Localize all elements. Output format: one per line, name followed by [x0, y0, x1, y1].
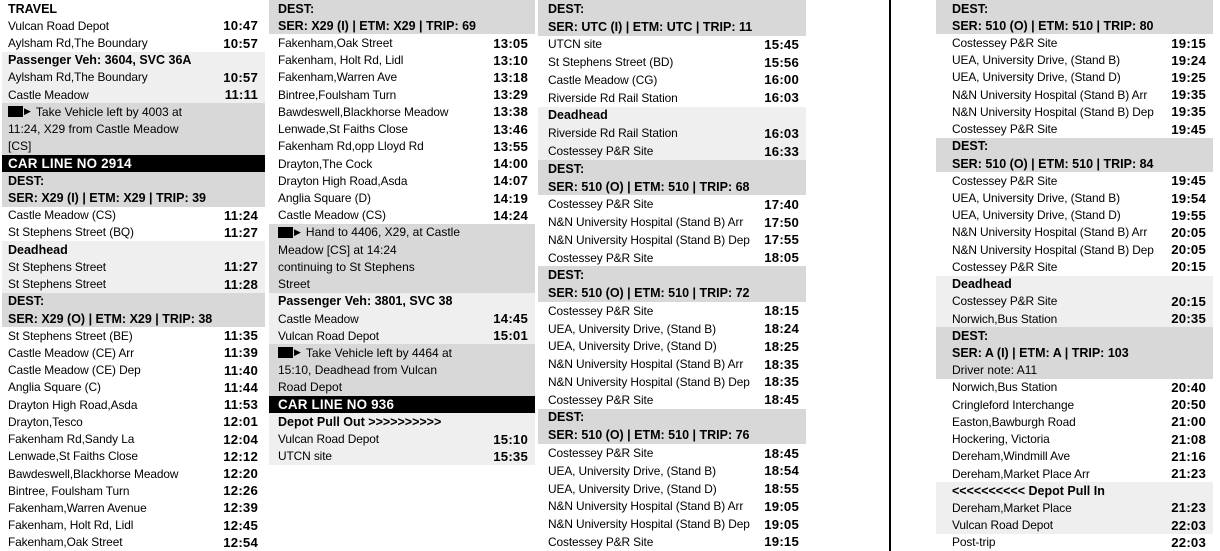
stop-row — [936, 52, 1213, 69]
stop-time: 19:54 — [1171, 190, 1206, 206]
stop-time: 17:40 — [764, 196, 799, 212]
stop-row — [936, 34, 1213, 51]
stop-time: 17:50 — [764, 214, 799, 230]
stop-row — [538, 231, 806, 249]
stop-time: 20:15 — [1171, 293, 1206, 309]
stop-time: 18:24 — [764, 321, 799, 337]
stop-row — [269, 52, 535, 69]
section-header: DEST: — [269, 0, 535, 17]
stop-time: 15:45 — [764, 36, 799, 52]
stop-row — [538, 320, 806, 338]
stop-name: Costessey P&R Site — [548, 534, 654, 549]
stop-name: UTCN site — [278, 449, 332, 464]
stop-time: 12:26 — [223, 483, 258, 499]
stop-name: Costessey P&R Site — [548, 392, 654, 407]
stop-name: Bawdeswell,Blackhorse Meadow — [8, 466, 179, 481]
section-header: SER: UTC (I) | ETM: UTC | TRIP: 11 — [538, 18, 806, 36]
stop-name: Costessey P&R Site — [952, 294, 1058, 309]
stop-row — [538, 462, 806, 480]
stop-time: 14:45 — [493, 311, 528, 327]
stop-name: Drayton High Road,Asda — [278, 173, 408, 188]
stop-time: 16:03 — [764, 90, 799, 106]
stop-name: N&N University Hospital (Stand B) Arr — [952, 225, 1148, 240]
stop-time: 12:20 — [223, 466, 258, 482]
stop-name: Fakenham, Holt Rd, Lidl — [8, 518, 134, 533]
section-header: SER: A (I) | ETM: A | TRIP: 103 — [936, 344, 1213, 361]
stop-time: 13:10 — [493, 52, 528, 68]
section-header: DEST: — [538, 409, 806, 427]
stop-time: 10:57 — [223, 35, 258, 51]
stop-row — [936, 499, 1213, 516]
stop-row — [2, 86, 265, 103]
stop-row — [936, 224, 1213, 241]
stop-name: Anglia Square (D) — [278, 191, 371, 206]
stop-row — [936, 448, 1213, 465]
stop-time: 11:24 — [223, 207, 258, 223]
stop-name: Costessey P&R Site — [952, 173, 1058, 188]
stop-name: Norwich,Bus Station — [952, 311, 1058, 326]
stop-time: 12:45 — [223, 517, 258, 533]
stop-name: UEA, University Drive, (Stand D) — [952, 70, 1121, 85]
stop-name: UEA, University Drive, (Stand B) — [952, 191, 1120, 206]
duty-column-1 — [2, 0, 265, 551]
stop-name: Castle Meadow (CS) — [8, 208, 116, 223]
note-row — [269, 224, 535, 241]
stop-time: 20:15 — [1171, 259, 1206, 275]
note-row — [2, 103, 265, 120]
stop-name: Hockering, Victoria — [952, 432, 1050, 447]
stop-name: UEA, University Drive, (Stand B) — [548, 321, 716, 336]
stop-time: 19:15 — [764, 534, 799, 550]
stop-row — [538, 142, 806, 160]
stop-time: 18:45 — [764, 392, 799, 408]
stop-name: Castle Meadow (CS) — [278, 208, 386, 223]
stop-time: 21:16 — [1171, 448, 1206, 464]
stop-name: N&N University Hospital (Stand B) Dep — [548, 517, 750, 532]
stop-row — [936, 103, 1213, 120]
stop-time: 16:33 — [764, 143, 799, 159]
stop-time: 21:23 — [1171, 500, 1206, 516]
stop-name: UEA, University Drive, (Stand D) — [952, 208, 1121, 223]
stop-row — [936, 86, 1213, 103]
stop-name: St Stephens Street (BE) — [8, 328, 133, 343]
stop-name: Costessey P&R Site — [548, 446, 654, 461]
stop-name: Castle Meadow (CE) Dep — [8, 363, 141, 378]
stop-row — [538, 373, 806, 391]
driver-note: Driver note: A11 — [936, 362, 1213, 379]
stop-time: 22:03 — [1171, 534, 1206, 550]
stop-row — [538, 124, 806, 142]
stop-row — [538, 71, 806, 89]
stop-row — [538, 195, 806, 213]
stop-row — [538, 338, 806, 356]
stop-row — [538, 391, 806, 409]
stop-row — [538, 53, 806, 71]
stop-name: Easton,Bawburgh Road — [952, 414, 1076, 429]
section-header: DEST: — [936, 138, 1213, 155]
stop-row — [269, 207, 535, 224]
stop-row — [538, 355, 806, 373]
stop-name: Riverside Rd Rail Station — [548, 90, 678, 105]
stop-time: 12:12 — [223, 448, 258, 464]
stop-time: 18:54 — [764, 463, 799, 479]
stop-name: N&N University Hospital (Stand B) Arr — [548, 499, 744, 514]
stop-name: Costessey P&R Site — [548, 303, 654, 318]
section-header: DEST: — [538, 266, 806, 284]
stop-time: 15:10 — [493, 431, 528, 447]
stop-time: 21:08 — [1171, 431, 1206, 447]
stop-time: 11:27 — [223, 259, 258, 275]
stop-row — [269, 69, 535, 86]
stop-row — [2, 534, 265, 551]
note-line: continuing to St Stephens — [269, 258, 535, 275]
stop-name: Dereham,Market Place Arr — [952, 466, 1090, 481]
stop-row — [538, 515, 806, 533]
stop-time: 19:15 — [1171, 35, 1206, 51]
note-marker-icon: ▶ — [278, 347, 301, 358]
section-header: SER: 510 (O) | ETM: 510 | TRIP: 84 — [936, 155, 1213, 172]
stop-row — [936, 258, 1213, 275]
stop-row — [936, 379, 1213, 396]
note-line: Meadow [CS] at 14:24 — [269, 241, 535, 258]
subsection-label: Deadhead — [2, 241, 265, 258]
subsection-label: Passenger Veh: 3604, SVC 36A — [2, 52, 265, 69]
note-line: [CS] — [2, 138, 265, 155]
section-header: DEST: — [2, 172, 265, 189]
section-header: DEST: — [936, 0, 1213, 17]
stop-name: Costessey P&R Site — [952, 259, 1058, 274]
note-marker-icon: ▶ — [278, 227, 301, 238]
stop-name: UTCN site — [548, 37, 602, 52]
stop-time: 20:50 — [1171, 397, 1206, 413]
section-header: DEST: — [936, 327, 1213, 344]
stop-row — [2, 362, 265, 379]
stop-time: 18:15 — [764, 303, 799, 319]
stop-name: UEA, University Drive, (Stand D) — [548, 481, 717, 496]
subsection-label: TRAVEL — [2, 0, 265, 17]
stop-row — [538, 444, 806, 462]
note-line: 11:24, X29 from Castle Meadow — [2, 121, 265, 138]
stop-name: N&N University Hospital (Stand B) Dep — [952, 242, 1154, 257]
section-header: SER: 510 (O) | ETM: 510 | TRIP: 68 — [538, 178, 806, 196]
stop-row — [269, 155, 535, 172]
section-header: SER: 510 (O) | ETM: 510 | TRIP: 76 — [538, 426, 806, 444]
stop-row — [538, 533, 806, 551]
section-header: DEST: — [2, 293, 265, 310]
stop-name: Aylsham Rd,The Boundary — [8, 36, 148, 51]
stop-row — [936, 310, 1213, 327]
stop-name: Lenwade,St Faiths Close — [278, 122, 408, 137]
stop-time: 19:25 — [1171, 69, 1206, 85]
stop-name: Bawdeswell,Blackhorse Meadow — [278, 104, 449, 119]
stop-time: 19:35 — [1171, 87, 1206, 103]
stop-name: N&N University Hospital (Stand B) Arr — [952, 87, 1148, 102]
stop-row — [269, 327, 535, 344]
stop-time: 18:05 — [764, 250, 799, 266]
stop-time: 20:35 — [1171, 311, 1206, 327]
note-row — [269, 344, 535, 361]
stop-name: N&N University Hospital (Stand B) Dep — [952, 104, 1154, 119]
stop-row — [936, 413, 1213, 430]
stop-name: Castle Meadow (CG) — [548, 72, 658, 87]
stop-name: Fakenham,Warren Avenue — [8, 500, 147, 515]
stop-name: St Stephens Street — [8, 259, 107, 274]
stop-row — [936, 207, 1213, 224]
stop-row — [538, 480, 806, 498]
stop-name: St Stephens Street (BD) — [548, 55, 674, 70]
stop-row — [269, 172, 535, 189]
stop-row — [936, 189, 1213, 206]
stop-row — [269, 448, 535, 465]
stop-row — [269, 121, 535, 138]
stop-name: Vulcan Road Depot — [278, 432, 379, 447]
stop-row — [2, 448, 265, 465]
note-marker-icon: ▶ — [8, 106, 31, 117]
stop-time: 19:35 — [1171, 104, 1206, 120]
stop-row — [269, 103, 535, 120]
stop-row — [936, 293, 1213, 310]
stop-time: 21:00 — [1171, 414, 1206, 430]
section-header: SER: X29 (O) | ETM: X29 | TRIP: 38 — [2, 310, 265, 327]
stop-time: 10:47 — [223, 18, 258, 34]
subsection-label: Depot Pull Out >>>>>>>>>> — [269, 413, 535, 430]
stop-row — [269, 430, 535, 447]
stop-row — [269, 138, 535, 155]
stop-name: Dereham,Market Place — [952, 500, 1072, 515]
stop-row — [936, 121, 1213, 138]
stop-row — [2, 344, 265, 361]
stop-name: Lenwade,St Faiths Close — [8, 449, 138, 464]
section-header: SER: 510 (O) | ETM: 510 | TRIP: 80 — [936, 17, 1213, 34]
stop-time: 11:40 — [223, 362, 258, 378]
stop-time: 18:45 — [764, 445, 799, 461]
stop-row — [936, 534, 1213, 551]
stop-name: UEA, University Drive, (Stand D) — [548, 339, 717, 354]
stop-row — [269, 310, 535, 327]
stop-name: Cringleford Interchange — [952, 397, 1074, 412]
stop-row — [2, 379, 265, 396]
section-header: DEST: — [538, 160, 806, 178]
stop-row — [538, 249, 806, 267]
stop-name: N&N University Hospital (Stand B) Arr — [548, 215, 744, 230]
stop-time: 20:05 — [1171, 224, 1206, 240]
stop-name: Fakenham,Oak Street — [278, 36, 393, 51]
stop-name: UEA, University Drive, (Stand B) — [548, 463, 716, 478]
stop-time: 11:28 — [223, 276, 258, 292]
stop-name: Castle Meadow — [278, 311, 359, 326]
subsection-label: Deadhead — [936, 276, 1213, 293]
stop-name: St Stephens Street — [8, 277, 107, 292]
stop-row — [538, 302, 806, 320]
stop-time: 16:00 — [764, 72, 799, 88]
note-line: Road Depot — [269, 379, 535, 396]
stop-time: 22:03 — [1171, 517, 1206, 533]
stop-row — [936, 430, 1213, 447]
stop-time: 12:54 — [223, 534, 258, 550]
stop-name: Norwich,Bus Station — [952, 380, 1058, 395]
stop-name: Aylsham Rd,The Boundary — [8, 70, 148, 85]
stop-name: Costessey P&R Site — [952, 122, 1058, 137]
stop-time: 13:55 — [493, 138, 528, 154]
stop-name: Castle Meadow (CE) Arr — [8, 345, 134, 360]
stop-time: 20:05 — [1171, 242, 1206, 258]
stop-row — [2, 517, 265, 534]
stop-time: 19:45 — [1171, 173, 1206, 189]
duty-column-4 — [936, 0, 1213, 551]
stop-name: Costessey P&R Site — [548, 250, 654, 265]
stop-name: N&N University Hospital (Stand B) Dep — [548, 374, 750, 389]
stop-time: 19:05 — [764, 498, 799, 514]
stop-row — [269, 86, 535, 103]
stop-row — [2, 482, 265, 499]
stop-name: Fakenham,Oak Street — [8, 535, 123, 550]
stop-time: 11:11 — [224, 87, 258, 103]
stop-name: Vulcan Road Depot — [8, 18, 109, 33]
stop-name: Riverside Rd Rail Station — [548, 126, 678, 141]
stop-time: 14:19 — [493, 190, 528, 206]
stop-time: 14:00 — [493, 156, 528, 172]
stop-name: Fakenham, Holt Rd, Lidl — [278, 53, 404, 68]
stop-time: 11:39 — [223, 345, 258, 361]
stop-row — [2, 69, 265, 86]
stop-row — [936, 241, 1213, 258]
section-header: DEST: — [538, 0, 806, 18]
section-header: SER: X29 (I) | ETM: X29 | TRIP: 69 — [269, 17, 535, 34]
stop-row — [936, 465, 1213, 482]
note-line: Street — [269, 276, 535, 293]
stop-name: Drayton,The Cock — [278, 156, 373, 171]
stop-row — [2, 413, 265, 430]
note-text: Hand to 4406, X29, at Castle — [305, 225, 461, 240]
stop-time: 19:45 — [1171, 121, 1206, 137]
section-header: SER: 510 (O) | ETM: 510 | TRIP: 72 — [538, 284, 806, 302]
stop-row — [936, 172, 1213, 189]
stop-row — [2, 430, 265, 447]
stop-time: 11:27 — [223, 224, 258, 240]
stop-time: 18:55 — [764, 481, 799, 497]
stop-time: 15:35 — [493, 448, 528, 464]
stop-name: Costessey P&R Site — [952, 36, 1058, 51]
stop-row — [2, 207, 265, 224]
stop-row — [936, 517, 1213, 534]
stop-time: 15:01 — [493, 328, 528, 344]
stop-row — [2, 17, 265, 34]
stop-row — [2, 224, 265, 241]
page-divider — [889, 0, 891, 551]
stop-name: Fakenham,Warren Ave — [278, 70, 398, 85]
subsection-label: <<<<<<<<<< Depot Pull In — [936, 482, 1213, 499]
stop-name: Fakenham Rd,Sandy La — [8, 432, 135, 447]
stop-time: 20:40 — [1171, 379, 1206, 395]
stop-row — [936, 396, 1213, 413]
subsection-label: Deadhead — [538, 107, 806, 125]
stop-row — [269, 34, 535, 51]
stop-name: Bintree, Foulsham Turn — [8, 483, 130, 498]
stop-time: 14:24 — [493, 207, 528, 223]
stop-row — [2, 276, 265, 293]
stop-time: 16:03 — [764, 125, 799, 141]
stop-time: 18:25 — [764, 338, 799, 354]
stop-time: 12:04 — [223, 431, 258, 447]
car-line-bar: CAR LINE NO 936 — [269, 396, 535, 413]
duty-column-2 — [269, 0, 535, 465]
note-line: 15:10, Deadhead from Vulcan — [269, 362, 535, 379]
stop-row — [2, 396, 265, 413]
stop-time: 13:46 — [493, 121, 528, 137]
stop-name: St Stephens Street (BQ) — [8, 225, 134, 240]
stop-row — [538, 89, 806, 107]
stop-row — [2, 499, 265, 516]
stop-name: Drayton,Tesco — [8, 414, 83, 429]
stop-row — [269, 189, 535, 206]
duty-column-3 — [538, 0, 806, 551]
stop-name: Costessey P&R Site — [548, 197, 654, 212]
note-text: Take Vehicle left by 4464 at — [305, 345, 453, 360]
stop-name: Costessey P&R Site — [548, 144, 654, 158]
stop-row — [2, 258, 265, 275]
subsection-label: Passenger Veh: 3801, SVC 38 — [269, 293, 535, 310]
stop-time: 13:05 — [493, 35, 528, 51]
stop-time: 14:07 — [493, 173, 528, 189]
stop-time: 18:35 — [764, 356, 799, 372]
stop-time: 18:35 — [764, 374, 799, 390]
stop-time: 19:55 — [1171, 207, 1206, 223]
stop-time: 19:05 — [764, 516, 799, 532]
stop-name: Bintree,Foulsham Turn — [278, 87, 397, 102]
stop-name: Castle Meadow — [8, 87, 89, 102]
stop-name: Fakenham Rd,opp Lloyd Rd — [278, 139, 424, 154]
stop-time: 15:56 — [764, 54, 799, 70]
stop-time: 21:23 — [1171, 466, 1206, 482]
stop-row — [2, 34, 265, 51]
stop-row — [538, 213, 806, 231]
stop-row — [538, 497, 806, 515]
stop-time: 11:53 — [223, 397, 258, 413]
stop-time: 11:35 — [223, 328, 258, 344]
stop-time: 17:55 — [764, 232, 799, 248]
stop-time: 12:01 — [223, 414, 258, 430]
stop-name: UEA, University Drive, (Stand B) — [952, 53, 1120, 68]
stop-name: N&N University Hospital (Stand B) Dep — [548, 232, 750, 247]
stop-name: Vulcan Road Depot — [952, 518, 1053, 533]
stop-name: Dereham,Windmill Ave — [952, 449, 1071, 464]
stop-name: Anglia Square (C) — [8, 380, 101, 395]
car-line-bar: CAR LINE NO 2914 — [2, 155, 265, 172]
stop-time: 11:44 — [223, 379, 258, 395]
stop-name: Drayton High Road,Asda — [8, 397, 138, 412]
stop-name: Post-trip — [952, 535, 996, 550]
note-text: Take Vehicle left by 4003 at — [35, 104, 183, 119]
stop-name: N&N University Hospital (Stand B) Arr — [548, 357, 744, 372]
stop-time: 13:38 — [493, 104, 528, 120]
stop-time: 12:39 — [223, 500, 258, 516]
stop-row — [936, 69, 1213, 86]
section-header: SER: X29 (I) | ETM: X29 | TRIP: 39 — [2, 189, 265, 206]
stop-row — [2, 327, 265, 344]
stop-time: 13:29 — [493, 87, 528, 103]
stop-time: 13:18 — [493, 69, 528, 85]
stop-row — [2, 465, 265, 482]
stop-time: 19:24 — [1171, 52, 1206, 68]
stop-row — [538, 36, 806, 54]
stop-time: 10:57 — [223, 69, 258, 85]
stop-name: Vulcan Road Depot — [278, 328, 379, 343]
